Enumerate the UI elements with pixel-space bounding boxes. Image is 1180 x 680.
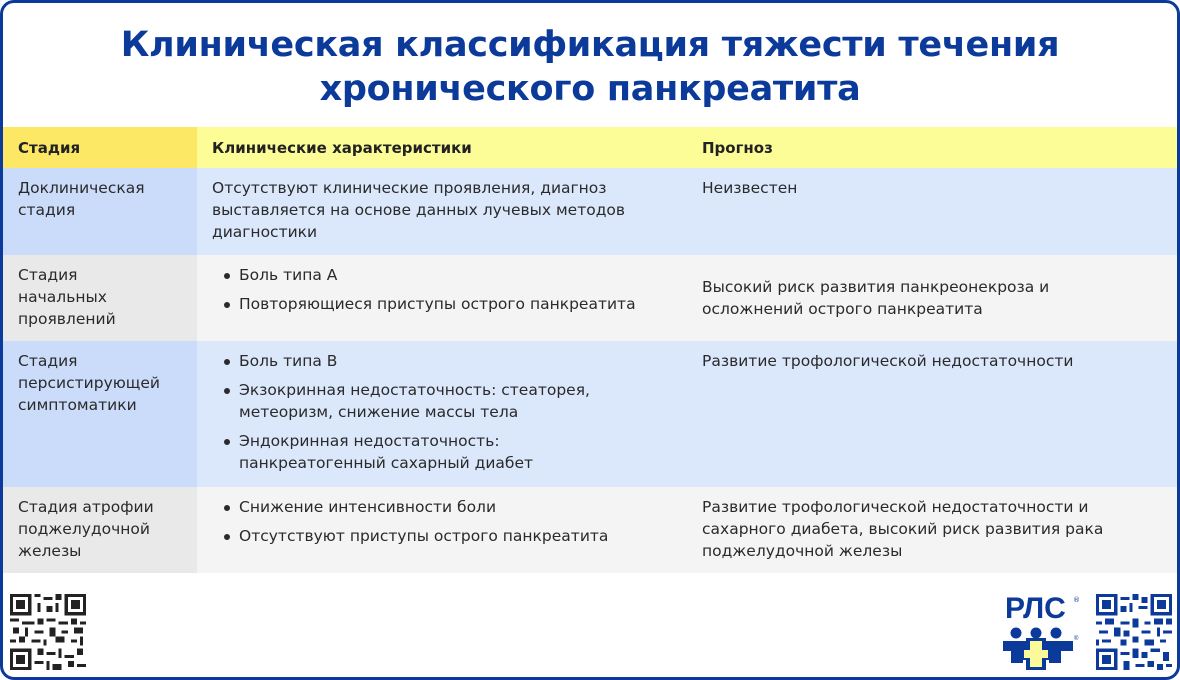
header-prognosis: Прогноз xyxy=(687,127,1177,168)
characteristics-list xyxy=(212,264,677,315)
header-characteristics: Клинические характеристики xyxy=(197,127,687,168)
table-row xyxy=(3,341,1177,487)
table-header-row xyxy=(3,127,1177,168)
table-row xyxy=(3,487,1177,573)
stage-cell: Стадия атрофии поджелудочной железы xyxy=(3,487,197,573)
list-item: Эндокринная недостаточность: панкреатогенный сахарный диабет xyxy=(212,430,627,474)
rls-logo[interactable] xyxy=(1003,594,1083,670)
characteristics-cell xyxy=(197,487,687,573)
title-line-1: Клиническая классификация тяжести течения xyxy=(120,25,1060,65)
characteristics-list xyxy=(212,496,677,547)
rls-people-cross-icon xyxy=(1003,626,1083,670)
stage-cell: Доклиническая стадия xyxy=(3,168,197,255)
characteristics-list xyxy=(212,350,627,474)
characteristics-cell xyxy=(197,341,687,487)
qr-code-icon[interactable] xyxy=(10,594,86,670)
list-item: Повторяющиеся приступы острого панкреатита xyxy=(212,293,677,315)
list-item: Боль типа В xyxy=(212,350,627,372)
list-item: Отсутствуют приступы острого панкреатита xyxy=(212,525,677,547)
prognosis-cell: Неизвестен xyxy=(687,168,1177,255)
prognosis-cell: Развитие трофологической недостаточности xyxy=(687,341,1177,487)
table-row xyxy=(3,255,1177,341)
header-stage: Стадия xyxy=(3,127,197,168)
prognosis-cell: Развитие трофологической недостаточности и сахарного диабета, высокий риск развития рака поджелудочной железы xyxy=(687,487,1177,573)
classification-table xyxy=(3,127,1177,573)
characteristics-cell xyxy=(197,255,687,341)
list-item: Снижение интенсивности боли xyxy=(212,496,677,518)
title-line-2: хронического панкреатита xyxy=(319,69,861,109)
prognosis-cell: Высокий риск развития панкреонекроза и осложнений острого панкреатита xyxy=(687,255,1177,341)
list-item: Боль типа А xyxy=(212,264,677,286)
characteristics-cell: Отсутствуют клинические проявления, диагноз выставляется на основе данных лучевых методов диагностики xyxy=(197,168,687,255)
stage-cell: Стадия начальных проявлений xyxy=(3,255,197,341)
registered-mark: ® xyxy=(1073,596,1080,604)
svg-text:®: ® xyxy=(1074,636,1079,642)
logo-text: РЛС xyxy=(1005,592,1066,625)
page-title xyxy=(3,23,1177,111)
qr-code-icon[interactable] xyxy=(1096,594,1172,670)
list-item: Экзокринная недостаточность: стеаторея, метеоризм, снижение массы тела xyxy=(212,379,627,423)
stage-cell: Стадия персистирующей симптоматики xyxy=(3,341,197,487)
table-row xyxy=(3,168,1177,255)
